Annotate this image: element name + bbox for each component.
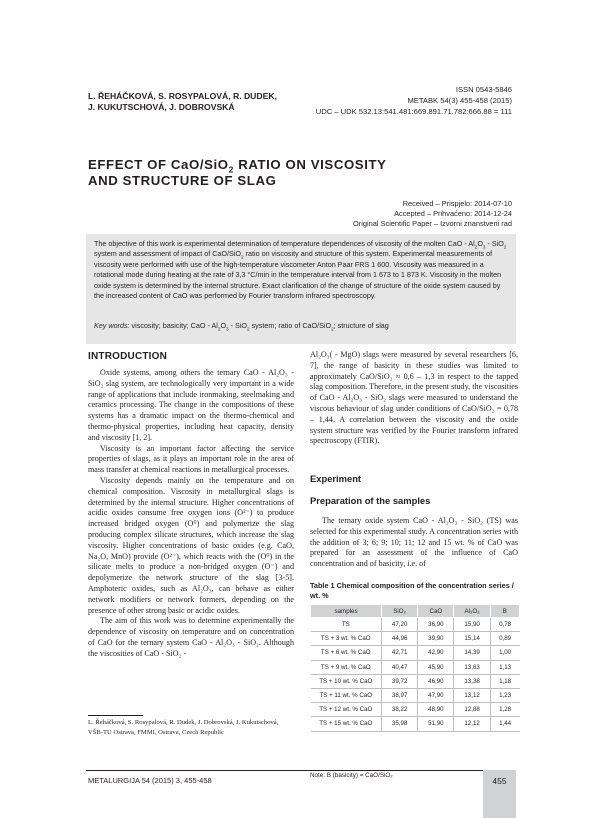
paper-type: Original Scientific Paper – Izvorni znanstveni rad [353,219,512,228]
title-part-1: EFFECT OF CaO/SiO [88,157,229,172]
dates-block [252,199,512,229]
page-number: 455 [492,776,507,786]
footnote-line-2: VŠB-TU Ostrava, FMMI, Ostrava, Czech Republic [88,728,224,736]
table-row: TS + 3 wt. % CaO 44,96 39,90 15,14 0,89 [311,632,520,646]
table-caption: Table 1 Chemical composition of the concentration series / wt. % [310,581,514,600]
header-al2o3: Al₂O₃ [454,605,490,618]
preparation-body [310,516,518,570]
author-affiliation [88,718,298,737]
issn: ISSN 0543-5846 [455,85,512,94]
table-header-row [311,605,520,618]
header-basicity: B [490,605,519,618]
journal-footer: METALURGIJA 54 (2015) 3, 455-458 [88,776,212,785]
table-row: TS + 15 wt. % CaO 35,98 51,90 12,12 1,44 [311,717,520,731]
footnote-divider [88,715,143,716]
intro-paragraph-2: Viscosity is an important factor affecting the service properties of slags, as it plays an important role in the area of mass transfer at chemical reactions in metallurgical processes. [88,443,294,475]
table-row: TS + 10 wt. % CaO 39,72 46,90 13,38 1,18 [311,674,520,688]
received-date: Received – Prispjelo: 2014-07-10 [402,199,512,208]
composition-table [310,604,520,732]
accepted-date: Accepted – Prihvaćeno: 2014-12-24 [394,209,512,218]
authors-line-2: J. KUKUTSCHOVÁ, J. DOBROVSKÁ [88,102,235,112]
table-row: TS 47,20 36,90 15,90 0,78 [311,618,520,632]
introduction-body [88,368,294,660]
table-row: TS + 12 wt. % CaO 38,22 48,90 12,88 1,28 [311,703,520,717]
preparation-heading: Preparation of the samples [310,495,431,506]
udc: UDC – UDK 532.13:541.481:669.891.71.782:666.88 = 111 [315,107,512,116]
abstract-text: The objective of this work is experimental determination of temperature dependences of viscosity of the molten CaO - $Al_2O_3 - SiO_2$ system and assessment of impact of CaO/SiO$_2$ ratio on viscosity and structure of this system. Experimental measurements of viscosity were performed with use of the high-temperature viscometer Anton Paar FRS 1 600. Viscosity was measured in a rotational mode during heating at the rate of 3,3 °C/min in the temperature interval from 1 673 to 1 873 K. Viscosity in the molten oxide system is determined by the internal structure. Exact clarification of the change of structure of the oxide system caused by the increased content of CaO was performed by Fourier transform infrared spectroscopy. [94,239,507,301]
intro-paragraph-4: The aim of this work was to determine experimentally the dependence of viscosity on temperature and on concentration of CaO for the ternary system CaO - Al₂O₃ - SiO₂. Although the viscosities of CaO - SiO₂ - [88,616,294,658]
title-subscript: 2 [228,164,234,175]
paper-title [88,157,508,188]
keywords-label: Key words: [94,321,130,330]
footnote-line-1: L. Řeháčková, S. Rosypalová, R. Dudek, J. Dobrovská, J. Kukutschová, [88,719,279,726]
header-samples: samples [311,605,382,618]
table-row: TS + 11 wt. % CaO 38,97 47,90 13,12 1,23 [311,688,520,702]
keywords: Key words: viscosity; basicity; CaO - $Al_2O_3 - SiO_2$ system; ratio of CaO/SiO$_2$; structure of slag [94,321,389,332]
header-sio2: SiO₂ [382,605,418,618]
introduction-heading: INTRODUCTION [88,351,168,362]
table-row: TS + 6 wt. % CaO 42,71 42,90 14,39 1,00 [311,646,520,660]
intro-paragraph-1: Oxide systems, among others the ternary CaO - Al₂O₃ - SiO₂ slag system, are technologically very important in a wide range of applications that include ironmaking, steelmaking and ceramics processing. The change in the compositions of these systems has a dramatic impact on the thermo-chemical and thermo-physical properties, including heat capacity, density and viscosity [1, 2]. [88,368,294,442]
metabk: METABK 54(3) 455-458 (2015) [407,96,512,105]
table-note: Note: B (basicity) = CaO/SiO₂ [310,772,393,779]
table-row: TS + 9 wt. % CaO 40,47 45,90 13,63 1,13 [311,660,520,674]
title-part-2: RATIO ON VISCOSITY [233,157,387,172]
journal-meta [262,84,512,117]
header-cao: CaO [418,605,454,618]
abstract-box [86,234,516,344]
right-column-body [310,350,518,447]
intro-paragraph-3: Viscosity depends mainly on the temperature and on chemical composition. Viscosity in metallurgical slags is determined by the internal structure. Higher concentrations of acidic oxides consume free oxygen ions (O²⁻) to produce increased bridged oxygen (O⁰) and polymerize the slag producing complex silicate structures, which increase the slag viscosity. Higher concentrations of basic oxides (e.g. CaO, Na₂O, MnO) provide (O²⁻), which reacts with the (O⁰) in the silicate melts to produce a non-bridged oxygen (O⁻) and depolymerize the network structure of the slag [3-5]. Amphoteric oxides, such as Al₂O₃, can behave as either network modifiers or network formers, depending on the presence of other strong basic or acidic oxides. [88,475,294,615]
experiment-heading: Experiment [310,473,362,484]
right-paragraph-1: Al₂O₃( - MgO) slags were measured by several researchers [6, 7], the range of basicity in these studies was limited to approximately CaO/SiO₂ ≈ 0,6 – 1,3 in respect to the tapped slag composition. Therefore, in the present study, the viscosities of CaO - Al₂O₃ - SiO₂ slags were measured to understand the viscous behaviour of slag under conditions of CaO/SiO₂ = 0,78 – 1,44. A correlation between the viscosity and the oxide system structure was verified by the Fourier transform infrared spectroscopy (FTIR). [310,350,518,446]
authors-line-1: L. ŘEHÁČKOVÁ, S. ROSYPALOVÁ, R. DUDEK, [88,91,277,101]
right-paragraph-2: The ternary oxide system CaO - Al₂O₃ - SiO₂ (TS) was selected for this experimental study. A concentration series with the addition of 3; 6; 9; 10; 11; 12 and 15 wt. % of CaO was prepared for an assessment of the influence of CaO concentration and of basicity, i.e. of [310,516,518,569]
title-line-2: AND STRUCTURE OF SLAG [88,172,277,188]
footer-divider [86,770,483,771]
page-number-box [483,770,516,818]
